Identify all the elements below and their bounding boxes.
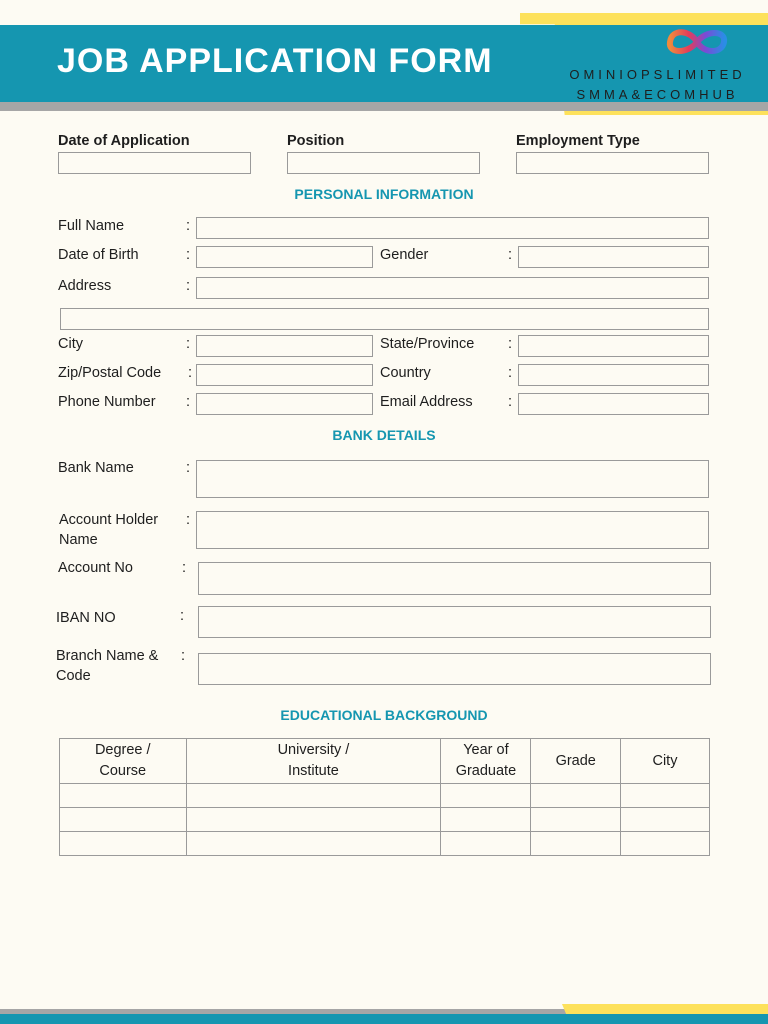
- colon: :: [182, 560, 187, 576]
- full-name-field[interactable]: [196, 217, 709, 239]
- account-no-label: Account No: [58, 560, 133, 576]
- account-no-field[interactable]: [198, 562, 711, 595]
- grade-header: Grade: [531, 739, 620, 784]
- year-header-line-2: Graduate: [455, 763, 517, 779]
- employment-type-label: Employment Type: [516, 133, 640, 149]
- table-cell[interactable]: [186, 808, 441, 832]
- table-cell[interactable]: [186, 784, 441, 808]
- table-cell[interactable]: [531, 832, 620, 856]
- company-line-1: OMINIOPSLIMITED: [569, 67, 746, 82]
- branch-name-code-field[interactable]: [198, 653, 711, 685]
- table-cell[interactable]: [620, 784, 709, 808]
- phone-number-field[interactable]: [196, 393, 373, 415]
- gender-label: Gender: [380, 247, 429, 263]
- phone-number-label: Phone Number: [58, 394, 156, 410]
- account-holder-name-label: [59, 510, 158, 550]
- date-of-birth-label: Date of Birth: [58, 247, 139, 263]
- branch-name-code-label: [56, 646, 158, 686]
- city-field[interactable]: [196, 335, 373, 357]
- gender-field[interactable]: [518, 246, 709, 268]
- page-title: JOB APPLICATION FORM: [57, 42, 493, 80]
- address-field-line-2[interactable]: [60, 308, 709, 330]
- table-cell[interactable]: [441, 784, 531, 808]
- branch-label-line-1: Branch Name &: [56, 648, 159, 664]
- educational-background-heading: EDUCATIONAL BACKGROUND: [280, 707, 488, 723]
- table-row: [60, 832, 710, 856]
- footer-banner: [0, 1014, 768, 1024]
- colon: :: [186, 247, 191, 263]
- date-of-application-field[interactable]: [58, 152, 251, 174]
- country-field[interactable]: [518, 364, 709, 386]
- table-cell[interactable]: [441, 832, 531, 856]
- account-holder-name-field[interactable]: [196, 511, 709, 549]
- degree-header-line-2: Course: [99, 763, 147, 779]
- university-header-line-1: University /: [277, 742, 350, 758]
- email-address-label: Email Address: [380, 394, 473, 410]
- bank-name-label: Bank Name: [58, 460, 134, 476]
- table-cell[interactable]: [531, 784, 620, 808]
- iban-no-label: IBAN NO: [56, 610, 116, 626]
- date-of-birth-field[interactable]: [196, 246, 373, 268]
- table-cell[interactable]: [441, 808, 531, 832]
- account-holder-label-line-2: Name: [59, 532, 98, 548]
- colon: :: [186, 512, 191, 528]
- address-field-line-1[interactable]: [196, 277, 709, 299]
- colon: :: [186, 460, 191, 476]
- iban-no-field[interactable]: [198, 606, 711, 638]
- colon: :: [508, 336, 513, 352]
- table-row: [60, 808, 710, 832]
- year-header-line-1: Year of: [463, 742, 509, 758]
- colon: :: [508, 394, 513, 410]
- table-cell[interactable]: [60, 832, 187, 856]
- state-province-label: State/Province: [380, 336, 475, 352]
- branch-label-line-2: Code: [56, 668, 91, 684]
- colon: :: [188, 365, 193, 381]
- degree-header-line-1: Degree /: [94, 742, 151, 758]
- company-name: [555, 65, 760, 105]
- email-address-field[interactable]: [518, 393, 709, 415]
- table-row: [60, 784, 710, 808]
- zip-postal-code-label: Zip/Postal Code: [58, 365, 162, 381]
- table-cell[interactable]: [186, 832, 441, 856]
- state-province-field[interactable]: [518, 335, 709, 357]
- city-header: City: [620, 739, 709, 784]
- colon: :: [186, 278, 191, 294]
- colon: :: [186, 336, 191, 352]
- position-field[interactable]: [287, 152, 480, 174]
- position-label: Position: [287, 133, 345, 149]
- company-line-2: SMMA&ECOMHUB: [576, 87, 739, 102]
- table-cell[interactable]: [620, 808, 709, 832]
- city-label: City: [58, 336, 83, 352]
- country-label: Country: [380, 365, 431, 381]
- address-label: Address: [58, 278, 112, 294]
- table-cell[interactable]: [531, 808, 620, 832]
- colon: :: [508, 247, 513, 263]
- table-cell[interactable]: [620, 832, 709, 856]
- colon: :: [508, 365, 513, 381]
- full-name-label: Full Name: [58, 218, 125, 234]
- year-of-graduate-header: [441, 739, 531, 784]
- account-holder-label-line-1: Account Holder: [59, 512, 159, 528]
- university-institute-header: [186, 739, 441, 784]
- employment-type-field[interactable]: [516, 152, 709, 174]
- colon: :: [186, 394, 191, 410]
- university-header-line-2: Institute: [288, 763, 339, 779]
- education-table: [59, 738, 710, 856]
- colon: :: [186, 218, 191, 234]
- bank-details-heading: BANK DETAILS: [332, 427, 436, 443]
- colon: :: [181, 648, 186, 664]
- zip-postal-code-field[interactable]: [196, 364, 373, 386]
- table-cell[interactable]: [60, 808, 187, 832]
- degree-course-header: [60, 739, 187, 784]
- table-cell[interactable]: [60, 784, 187, 808]
- bank-name-field[interactable]: [196, 460, 709, 498]
- personal-information-heading: PERSONAL INFORMATION: [294, 186, 474, 202]
- date-of-application-label: Date of Application: [58, 133, 190, 149]
- education-table-header: [60, 739, 710, 784]
- colon: :: [180, 608, 185, 624]
- infinity-logo-icon: [662, 22, 732, 62]
